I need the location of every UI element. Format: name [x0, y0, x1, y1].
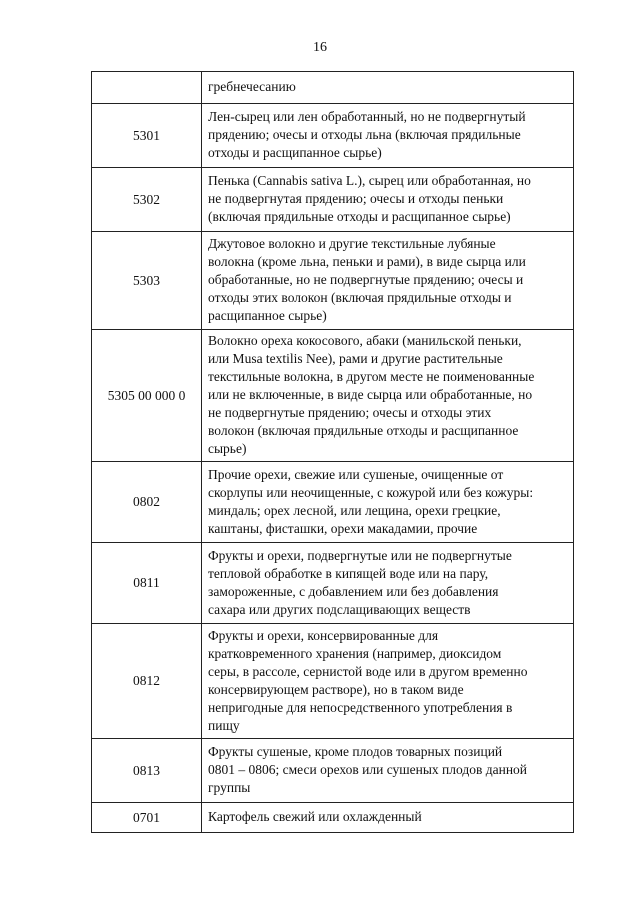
description-line: обработанные, но не подвергнутые прядению; очесы и	[208, 272, 524, 287]
description-line: Лен-сырец или лен обработанный, но не подвергнутый	[208, 109, 526, 124]
table-row	[92, 739, 574, 803]
description-line: отходы этих волокон (включая прядильные отходы и	[208, 290, 512, 305]
description-cell	[202, 462, 574, 543]
description-line: расщипанное сырье)	[208, 308, 327, 323]
description-line: Картофель свежий или охлажденный	[208, 809, 422, 824]
description-line: текстильные волокна, в другом месте не поименованные	[208, 369, 535, 384]
description-line: прядению; очесы и отходы льна (включая прядильные	[208, 127, 521, 142]
description-line: скорлупы или неочищенные, с кожурой или без кожуры:	[208, 484, 534, 500]
description-line: замороженные, с добавлением или без добавления	[208, 583, 499, 599]
description-line: каштаны, фисташки, орехи макадамии, прочие	[208, 520, 478, 536]
table-row	[92, 104, 574, 168]
description-line: Фрукты сушеные, кроме плодов товарных позиций	[208, 744, 503, 759]
description-line: (включая прядильные отходы и расщипанное сырье)	[208, 209, 511, 224]
description-line: сырье)	[208, 441, 247, 456]
table-row	[92, 803, 574, 833]
description-line: Волокно ореха кокосового, абаки (манильской пеньки,	[208, 333, 522, 348]
code-cell: 5302	[92, 168, 202, 232]
description-line: Прочие орехи, свежие или сушеные, очищенные от	[208, 466, 504, 482]
description-line: Джутовое волокно и другие текстильные лубяные	[208, 236, 496, 251]
code-cell: 5303	[92, 232, 202, 330]
description-line: Фрукты и орехи, консервированные для	[208, 627, 439, 643]
table-row	[92, 72, 574, 104]
code-cell: 5305 00 000 0	[92, 330, 202, 462]
description-line: волокон (включая прядильные отходы и расщипанное	[208, 423, 519, 438]
description-line: консервирующем растворе), но в таком виде	[208, 681, 464, 697]
table-row	[92, 462, 574, 543]
description-line: тепловой обработке в кипящей воде или на пару,	[208, 565, 489, 581]
table-row	[92, 624, 574, 739]
description-cell	[202, 72, 574, 104]
description-line: или Musa textilis Nee), рами и другие растительные	[208, 351, 503, 366]
description-line: не подвергнутая прядению; очесы и отходы пеньки	[208, 191, 504, 206]
description-line: группы	[208, 780, 251, 795]
description-line: миндаль; орех лесной, или лещина, орехи грецкие,	[208, 502, 501, 518]
description-line: сахара или других подслащивающих веществ	[208, 601, 471, 617]
table-row	[92, 330, 574, 462]
description-line: волокна (кроме льна, пеньки и рами), в виде сырца или	[208, 254, 526, 269]
table-row	[92, 232, 574, 330]
code-cell: 0812	[92, 624, 202, 739]
description-line: кратковременного хранения (например, диоксидом	[208, 645, 502, 661]
description-line: Пенька (Cannabis sativa L.), сырец или обработанная, но	[208, 173, 531, 188]
code-cell: 0813	[92, 739, 202, 803]
description-line: непригодные для непосредственного употребления в	[208, 699, 513, 715]
description-line: не подвергнутые прядению; очесы и отходы этих	[208, 405, 492, 420]
table-row	[92, 168, 574, 232]
description-line: отходы и расщипанное сырье)	[208, 145, 382, 160]
description-cell	[202, 739, 574, 803]
description-cell	[202, 104, 574, 168]
description-line: Фрукты и орехи, подвергнутые или не подвергнутые	[208, 547, 512, 563]
code-cell: 5301	[92, 104, 202, 168]
description-line: 0801 – 0806; смеси орехов или сушеных плодов данной	[208, 762, 528, 777]
code-cell: 0811	[92, 543, 202, 624]
description-cell	[202, 168, 574, 232]
description-cell	[202, 330, 574, 462]
description-cell	[202, 232, 574, 330]
description-cell	[202, 543, 574, 624]
description-line: пищу	[208, 717, 240, 733]
description-cell	[202, 803, 574, 833]
code-cell: 0802	[92, 462, 202, 543]
description-line: или не включенные, в виде сырца или обработанные, но	[208, 387, 533, 402]
code-cell: 0701	[92, 803, 202, 833]
description-line: серы, в рассоле, сернистой воде или в другом временно	[208, 663, 528, 679]
table-row	[92, 543, 574, 624]
tariff-code-table	[91, 71, 574, 833]
code-cell	[92, 72, 202, 104]
page-number: 16	[313, 40, 327, 55]
description-cell	[202, 624, 574, 739]
description-line: гребнечесанию	[208, 79, 296, 94]
